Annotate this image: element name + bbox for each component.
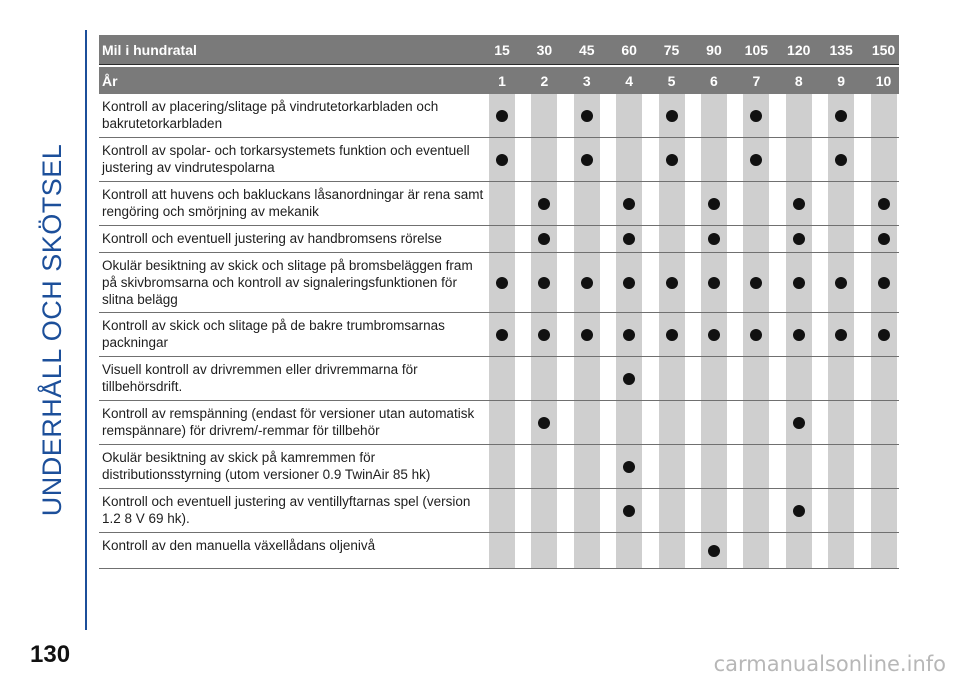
check-dot-icon [538, 417, 550, 429]
table-row [99, 313, 899, 357]
schedule-cell [871, 313, 897, 356]
header-km-label: Mil i hundratal [102, 41, 197, 58]
table-row [99, 226, 899, 253]
schedule-cell [786, 313, 812, 356]
schedule-cell [871, 445, 897, 488]
check-dot-icon [538, 198, 550, 210]
schedule-cell [701, 94, 727, 137]
check-dot-icon [750, 154, 762, 166]
schedule-cell [574, 357, 600, 400]
check-dot-icon [750, 329, 762, 341]
schedule-cell [786, 445, 812, 488]
schedule-cell [574, 489, 600, 532]
check-dot-icon [581, 277, 593, 289]
check-dot-icon [496, 154, 508, 166]
schedule-cell [659, 533, 685, 568]
schedule-cell [828, 94, 854, 137]
schedule-cell [659, 445, 685, 488]
schedule-cell [871, 533, 897, 568]
row-cells [489, 94, 899, 137]
schedule-cell [616, 94, 642, 137]
row-label: Kontroll av spolar- och torkarsystemets funktion och eventuell justering av vindrutespolarna [102, 143, 470, 175]
check-dot-icon [793, 505, 805, 517]
schedule-cell [489, 253, 515, 312]
schedule-cell [616, 138, 642, 181]
check-dot-icon [708, 329, 720, 341]
schedule-cell [531, 445, 557, 488]
schedule-cell [574, 138, 600, 181]
row-label: Kontroll av remspänning (endast för versioner utan automatisk remspännare) för drivrem/-remmar för tillbehör [102, 406, 475, 438]
schedule-cell [828, 533, 854, 568]
check-dot-icon [878, 277, 890, 289]
schedule-cell [531, 533, 557, 568]
schedule-cell [531, 489, 557, 532]
schedule-cell [574, 94, 600, 137]
check-dot-icon [496, 329, 508, 341]
header-year-cell: 6 [710, 72, 718, 89]
check-dot-icon [623, 277, 635, 289]
header-km-cell: 90 [706, 41, 722, 58]
section-title: UNDERHÅLL OCH SKÖTSEL [37, 143, 67, 517]
schedule-cell [701, 401, 727, 444]
schedule-cell [659, 357, 685, 400]
schedule-cell [743, 138, 769, 181]
schedule-cell [871, 182, 897, 225]
schedule-cell [574, 253, 600, 312]
section-rule [85, 30, 87, 630]
schedule-cell [743, 445, 769, 488]
check-dot-icon [538, 329, 550, 341]
header-year-cell: 5 [667, 72, 676, 89]
check-dot-icon [496, 277, 508, 289]
table-row [99, 253, 899, 313]
schedule-cell [701, 226, 727, 252]
header-km-cell: 60 [621, 41, 637, 58]
check-dot-icon [581, 110, 593, 122]
check-dot-icon [835, 277, 847, 289]
schedule-cell [616, 489, 642, 532]
schedule-cell [701, 313, 727, 356]
header-km-cell: 75 [663, 41, 680, 58]
schedule-cell [659, 138, 685, 181]
schedule-cell [786, 253, 812, 312]
check-dot-icon [581, 329, 593, 341]
schedule-cell [616, 313, 642, 356]
header-km-cell: 30 [536, 41, 553, 58]
header-year-cell: 4 [625, 72, 634, 89]
schedule-cell [659, 182, 685, 225]
schedule-cell [786, 226, 812, 252]
schedule-cell [531, 94, 557, 137]
schedule-cell [786, 533, 812, 568]
schedule-cell [828, 253, 854, 312]
schedule-cell [616, 401, 642, 444]
schedule-cell [828, 138, 854, 181]
row-cells [489, 401, 899, 444]
check-dot-icon [878, 198, 890, 210]
schedule-cell [828, 226, 854, 252]
header-year-cell: 10 [875, 72, 892, 89]
maintenance-table [99, 35, 899, 569]
schedule-cell [743, 226, 769, 252]
schedule-cell [786, 489, 812, 532]
row-label: Kontroll och eventuell justering av ventillyftarnas spel (version 1.2 8 V 69 hk). [102, 494, 471, 526]
schedule-cell [489, 489, 515, 532]
check-dot-icon [666, 154, 678, 166]
check-dot-icon [708, 277, 720, 289]
schedule-cell [701, 357, 727, 400]
schedule-cell [871, 226, 897, 252]
schedule-cell [489, 401, 515, 444]
row-label: Okulär besiktning av skick på kamremmen för distributionsstyrning (utom versioner 0.9 TwinAir 85 hk) [102, 450, 431, 482]
schedule-cell [489, 533, 515, 568]
check-dot-icon [666, 329, 678, 341]
check-dot-icon [623, 505, 635, 517]
schedule-cell [574, 445, 600, 488]
header-year-cell: 8 [794, 72, 803, 89]
check-dot-icon [878, 233, 890, 245]
schedule-cell [489, 357, 515, 400]
row-cells [489, 313, 899, 356]
schedule-cell [743, 357, 769, 400]
schedule-cell [828, 313, 854, 356]
page-number: 130 [30, 641, 71, 668]
schedule-cell [828, 401, 854, 444]
schedule-cell [701, 138, 727, 181]
schedule-cell [871, 401, 897, 444]
row-label: Kontroll och eventuell justering av handbromsens rörelse [102, 231, 442, 246]
schedule-cell [616, 533, 642, 568]
schedule-cell [786, 182, 812, 225]
check-dot-icon [793, 198, 805, 210]
row-cells [489, 445, 899, 488]
row-label: Kontroll att huvens och bakluckans låsanordningar är rena samt rengöring och smörjning av mekanik [102, 187, 484, 219]
check-dot-icon [878, 329, 890, 341]
table-row [99, 445, 899, 489]
schedule-cell [871, 138, 897, 181]
schedule-cell [743, 489, 769, 532]
schedule-cell [786, 94, 812, 137]
schedule-cell [659, 94, 685, 137]
schedule-cell [701, 182, 727, 225]
check-dot-icon [708, 233, 720, 245]
header-km-cell: 120 [787, 41, 811, 58]
schedule-cell [828, 182, 854, 225]
check-dot-icon [496, 110, 508, 122]
schedule-cell [531, 182, 557, 225]
table-row [99, 182, 899, 226]
schedule-cell [743, 94, 769, 137]
schedule-cell [489, 138, 515, 181]
row-label: Kontroll av placering/slitage på vindrutetorkarbladen och bakrutetorkarbladen [102, 99, 439, 131]
schedule-cell [743, 533, 769, 568]
check-dot-icon [708, 198, 720, 210]
schedule-cell [701, 445, 727, 488]
check-dot-icon [793, 329, 805, 341]
schedule-cell [743, 313, 769, 356]
schedule-cell [786, 401, 812, 444]
check-dot-icon [538, 233, 550, 245]
schedule-cell [659, 226, 685, 252]
header-km-cell: 15 [494, 41, 510, 58]
check-dot-icon [750, 277, 762, 289]
schedule-cell [743, 182, 769, 225]
table-row [99, 94, 899, 138]
schedule-cell [701, 489, 727, 532]
schedule-cell [701, 253, 727, 312]
check-dot-icon [623, 198, 635, 210]
table-row [99, 401, 899, 445]
check-dot-icon [581, 154, 593, 166]
schedule-cell [701, 533, 727, 568]
schedule-cell [616, 357, 642, 400]
table-body [99, 94, 899, 569]
schedule-cell [531, 226, 557, 252]
check-dot-icon [793, 233, 805, 245]
schedule-cell [828, 357, 854, 400]
schedule-cell [616, 226, 642, 252]
check-dot-icon [708, 545, 720, 557]
row-cells [489, 226, 899, 252]
check-dot-icon [623, 233, 635, 245]
table-row [99, 357, 899, 401]
schedule-cell [574, 533, 600, 568]
row-label: Visuell kontroll av drivremmen eller drivremmarna för tillbehörsdrift. [102, 362, 418, 394]
schedule-cell [531, 253, 557, 312]
schedule-cell [743, 253, 769, 312]
table-row [99, 489, 899, 533]
schedule-cell [828, 445, 854, 488]
schedule-cell [574, 226, 600, 252]
header-km-cell: 105 [744, 41, 769, 58]
schedule-cell [659, 313, 685, 356]
schedule-cell [828, 489, 854, 532]
check-dot-icon [623, 373, 635, 385]
schedule-cell [489, 313, 515, 356]
schedule-cell [743, 401, 769, 444]
schedule-cell [574, 401, 600, 444]
schedule-cell [659, 489, 685, 532]
check-dot-icon [793, 417, 805, 429]
header-year-label: År [102, 72, 118, 89]
header-year-cell: 3 [582, 72, 591, 89]
row-cells [489, 357, 899, 400]
watermark: carmanualsonline.info [713, 652, 946, 676]
schedule-cell [574, 182, 600, 225]
row-label: Kontroll av den manuella växellådans oljenivå [102, 538, 376, 553]
row-label: Okulär besiktning av skick och slitage på bromsbeläggen fram på skivbromsarna och kontroll av signaleringsfunktionen för slitna belägg [102, 258, 473, 307]
check-dot-icon [666, 110, 678, 122]
schedule-cell [531, 138, 557, 181]
schedule-cell [616, 182, 642, 225]
schedule-cell [786, 138, 812, 181]
header-row-km [99, 35, 899, 65]
schedule-cell [786, 357, 812, 400]
schedule-cell [531, 357, 557, 400]
schedule-cell [659, 253, 685, 312]
check-dot-icon [750, 110, 762, 122]
check-dot-icon [793, 277, 805, 289]
schedule-cell [489, 182, 515, 225]
schedule-cell [531, 313, 557, 356]
header-km-cell: 135 [829, 41, 853, 58]
row-label: Kontroll av skick och slitage på de bakre trumbromsarnas packningar [102, 318, 445, 350]
schedule-cell [871, 94, 897, 137]
schedule-cell [489, 445, 515, 488]
schedule-cell [871, 357, 897, 400]
check-dot-icon [835, 110, 847, 122]
header-year-cell: 1 [498, 72, 506, 89]
table-row [99, 138, 899, 182]
row-cells [489, 489, 899, 532]
schedule-cell [616, 253, 642, 312]
header-row-year [99, 67, 899, 94]
row-cells [489, 533, 899, 568]
schedule-cell [574, 313, 600, 356]
header-year-cell: 2 [540, 72, 549, 89]
schedule-cell [489, 226, 515, 252]
row-cells [489, 182, 899, 225]
schedule-cell [659, 401, 685, 444]
header-year-cell: 7 [752, 72, 761, 89]
schedule-cell [616, 445, 642, 488]
check-dot-icon [623, 329, 635, 341]
row-cells [489, 138, 899, 181]
schedule-cell [489, 94, 515, 137]
table-row [99, 533, 899, 569]
check-dot-icon [666, 277, 678, 289]
header-km-cell: 45 [578, 41, 595, 58]
check-dot-icon [538, 277, 550, 289]
schedule-cell [531, 401, 557, 444]
schedule-cell [871, 489, 897, 532]
header-year-cell: 9 [837, 72, 846, 89]
row-cells [489, 253, 899, 312]
check-dot-icon [623, 461, 635, 473]
schedule-cell [871, 253, 897, 312]
header-km-cell: 150 [871, 41, 896, 58]
check-dot-icon [835, 154, 847, 166]
check-dot-icon [835, 329, 847, 341]
